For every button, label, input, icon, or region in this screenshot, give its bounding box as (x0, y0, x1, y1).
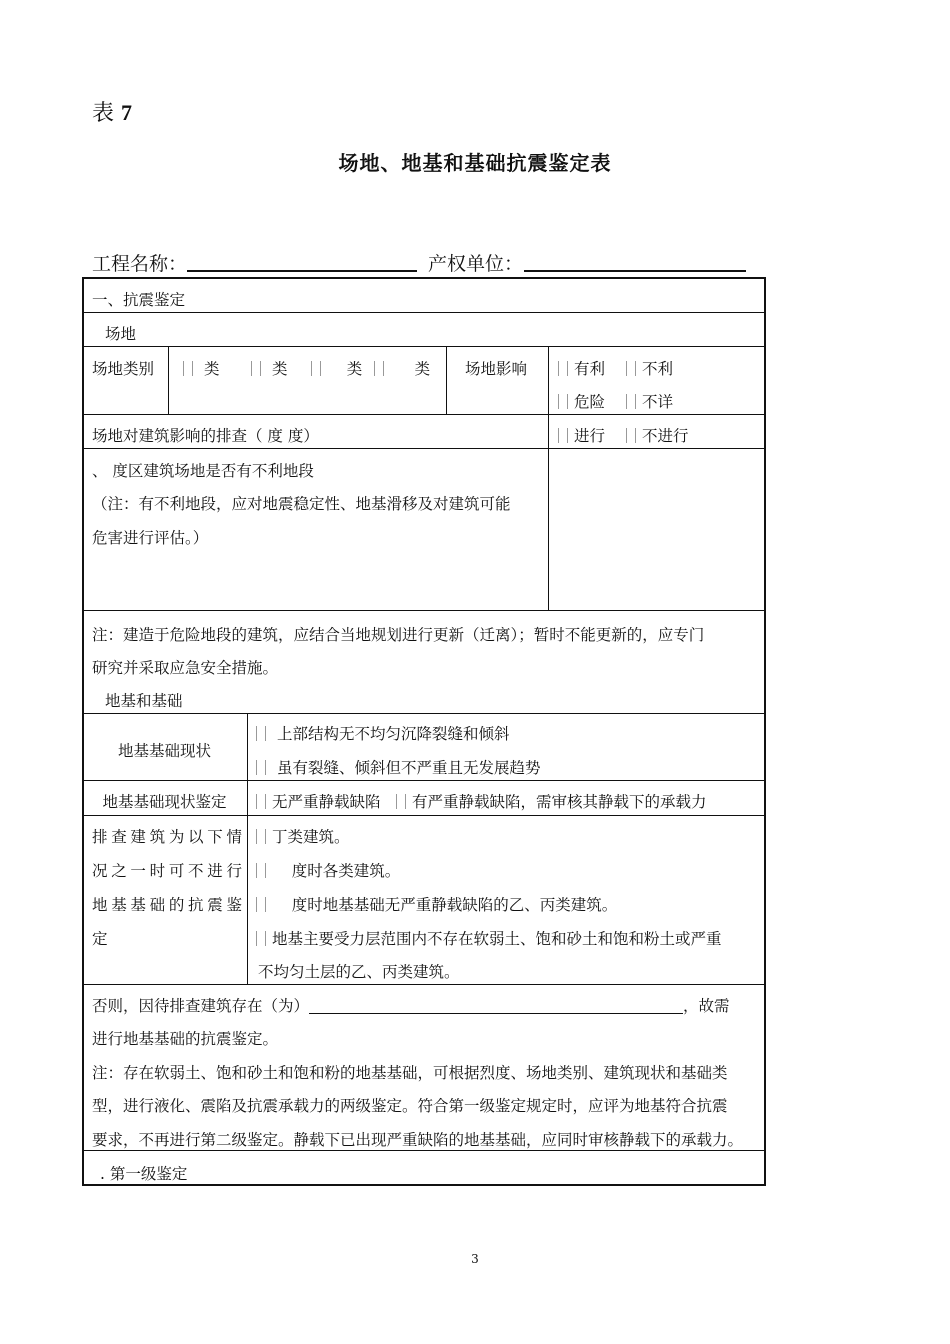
site-effect-option[interactable]: 危险 (558, 392, 605, 412)
site-category-label: 场地类别 (92, 360, 155, 378)
checkbox-icon (256, 794, 266, 809)
checkbox-icon (256, 829, 266, 844)
table-number: 表 7 (92, 100, 133, 126)
site-heading: 场地 (105, 325, 137, 343)
checkbox-icon (626, 394, 636, 409)
exempt-option[interactable]: 度时地基基础无严重静载缺陷的乙、丙类建筑。 (256, 895, 617, 915)
otherwise-text: 进行地基基础的抗震鉴定。 (92, 1030, 279, 1048)
checkbox-icon (626, 361, 636, 376)
exempt-option[interactable]: 地基主要受力层范围内不存在软弱土、饱和砂土和饱和粉土或严重 (256, 929, 722, 949)
exempt-label: 排查建筑为以下情 (92, 828, 242, 846)
site-effect-option[interactable]: 不详 (626, 392, 673, 412)
checkbox-icon (558, 428, 568, 443)
checkbox-icon (256, 726, 266, 741)
status-assess-option[interactable]: 有严重静载缺陷，需审核其静载下的承载力 (396, 792, 707, 812)
exempt-label: 地基基础的抗震鉴 (92, 896, 242, 914)
site-effect-label: 场地影响 (465, 360, 528, 378)
checkbox-icon (251, 361, 261, 376)
owner-field[interactable] (524, 270, 746, 272)
checkbox-icon (558, 394, 568, 409)
reason-field[interactable] (309, 997, 683, 1014)
foundation-heading: 地基和基础 (105, 692, 183, 710)
page-title: 场地、地基和基础抗震鉴定表 (338, 151, 612, 175)
status-label: 地基基础现状 (117, 742, 211, 760)
site-category-option[interactable]: 类 (183, 359, 219, 379)
section-heading: 一、抗震鉴定 (92, 291, 186, 309)
site-check-option[interactable]: 不进行 (626, 426, 689, 446)
assessment-note: 型，进行液化、震陷及抗震承载力的两级鉴定。符合第一级鉴定规定时，应评为地基符合抗震 (92, 1097, 728, 1115)
otherwise-text: 否则，因待排查建筑存在（为） ，故需 (92, 997, 730, 1015)
checkbox-icon (374, 361, 384, 376)
assessment-note: 注：存在软弱土、饱和砂土和饱和粉的地基基础，可根据烈度、场地类别、建筑现状和基础类 (92, 1064, 728, 1082)
checkbox-icon (311, 361, 321, 376)
checkbox-icon (183, 361, 193, 376)
checkbox-icon (256, 863, 266, 878)
checkbox-icon (256, 897, 266, 912)
assessment-note: 要求，不再进行第二级鉴定。静载下已出现严重缺陷的地基基础，应同时审核静载下的承载力。 (92, 1131, 744, 1149)
checkbox-icon (396, 794, 406, 809)
checkbox-icon (256, 931, 266, 946)
owner-label: 产权单位： (428, 253, 524, 275)
exempt-option[interactable]: 丁类建筑。 (256, 827, 350, 847)
danger-note: 注：建造于危险地段的建筑，应结合当地规划进行更新（迁离）；暂时不能更新的，应专门 (92, 626, 705, 644)
unfavorable-note: 危害进行评估。） (92, 529, 209, 547)
exempt-label: 定 (92, 930, 108, 948)
checkbox-icon (626, 428, 636, 443)
checkbox-icon (558, 361, 568, 376)
unfavorable-question: 、 度区建筑场地是否有不利地段 (92, 462, 314, 480)
checkbox-icon (256, 760, 266, 775)
unfavorable-note: （注：有不利地段，应对地震稳定性、地基滑移及对建筑可能 (92, 495, 511, 513)
site-check-option[interactable]: 进行 (558, 426, 605, 446)
site-effect-option[interactable]: 有利 (558, 359, 605, 379)
exempt-label: 况之一时可不进行 (92, 862, 242, 880)
unfavorable-answer-cell[interactable] (550, 450, 764, 608)
exempt-option[interactable]: 度时各类建筑。 (256, 861, 400, 881)
first-level-heading: . 第一级鉴定 (100, 1165, 188, 1183)
site-category-option[interactable]: 类 (311, 359, 362, 379)
project-name-label: 工程名称： (92, 253, 188, 275)
status-assess-option[interactable]: 无严重静载缺陷 (256, 792, 381, 812)
exempt-option-continued: 不均匀土层的乙、丙类建筑。 (258, 963, 460, 981)
project-name-field[interactable] (187, 270, 417, 272)
site-check-label: 场地对建筑影响的排查（ 度 度） (92, 427, 319, 445)
site-category-option[interactable]: 类 (251, 359, 287, 379)
status-option[interactable]: 上部结构无不均匀沉降裂缝和倾斜 (256, 724, 509, 744)
page-number: 3 (471, 1252, 479, 1266)
status-assess-label: 地基基础现状鉴定 (102, 793, 227, 811)
status-option[interactable]: 虽有裂缝、倾斜但不严重且无发展趋势 (256, 758, 540, 778)
danger-note: 研究并采取应急安全措施。 (92, 659, 279, 677)
site-category-option[interactable]: 类 (374, 359, 430, 379)
site-effect-option[interactable]: 不利 (626, 359, 673, 379)
